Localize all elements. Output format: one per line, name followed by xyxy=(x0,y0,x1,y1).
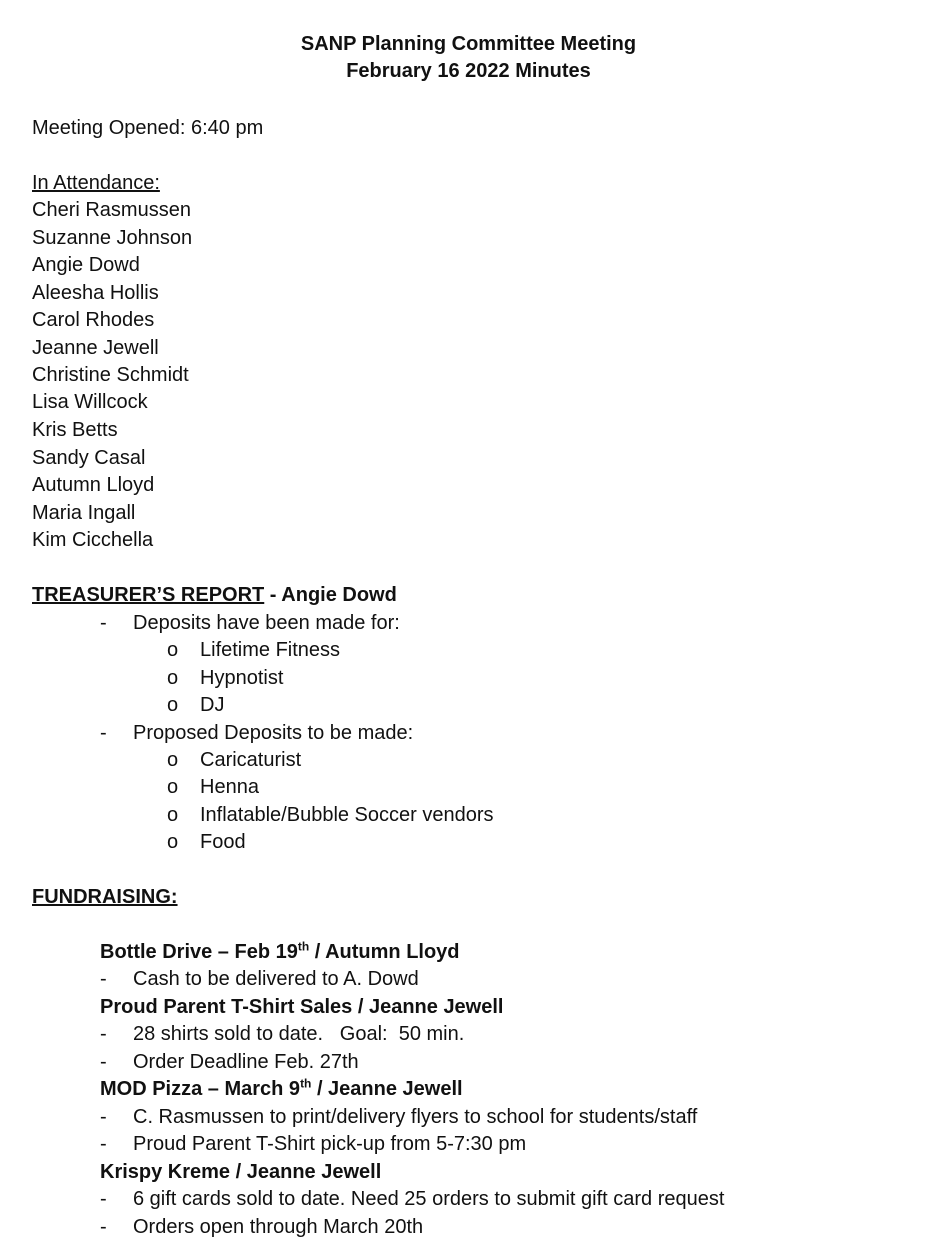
title-text: MOD Pizza – March 9 xyxy=(100,1078,301,1100)
attendee-name: Aleesha Hollis xyxy=(32,282,159,304)
proposed-item: Inflatable/Bubble Soccer vendors xyxy=(200,804,494,826)
title-text: Bottle Drive – Feb 19 xyxy=(100,941,298,963)
deposit-item: Hypnotist xyxy=(200,667,284,689)
attendee-name: Autumn Lloyd xyxy=(32,474,155,496)
attendee-name: Cheri Rasmussen xyxy=(32,199,191,221)
tshirt-sales-title: Proud Parent T-Shirt Sales / Jeanne Jewell xyxy=(100,996,504,1018)
document-subtitle: February 16 2022 Minutes xyxy=(346,60,591,82)
mod-pizza-item: C. Rasmussen to print/delivery flyers to school for students/staff xyxy=(133,1106,698,1128)
dash-bullet: - xyxy=(100,1051,107,1073)
circle-bullet: o xyxy=(167,776,179,798)
attendee-name: Jeanne Jewell xyxy=(32,337,159,359)
treasurer-report-heading xyxy=(32,582,397,609)
circle-bullet: o xyxy=(167,804,179,826)
circle-bullet: o xyxy=(167,694,179,716)
title-text: / Autumn Lloyd xyxy=(309,941,460,963)
treasurer-name: - Angie Dowd xyxy=(264,584,397,606)
dash-bullet: - xyxy=(100,1133,107,1155)
circle-bullet: o xyxy=(167,831,179,853)
attendee-name: Kim Cicchella xyxy=(32,529,154,551)
dash-bullet: - xyxy=(100,722,107,744)
krispy-kreme-title: Krispy Kreme / Jeanne Jewell xyxy=(100,1161,382,1183)
bottle-drive-item: Cash to be delivered to A. Dowd xyxy=(133,968,419,990)
attendee-name: Sandy Casal xyxy=(32,447,146,469)
attendee-name: Christine Schmidt xyxy=(32,364,189,386)
mod-pizza-item: Proud Parent T-Shirt pick-up from 5-7:30 pm xyxy=(133,1133,527,1155)
title-text: / Jeanne Jewell xyxy=(311,1078,463,1100)
meeting-opened: Meeting Opened: 6:40 pm xyxy=(32,117,264,139)
dash-bullet: - xyxy=(100,1188,107,1210)
dash-bullet: - xyxy=(100,968,107,990)
document-title: SANP Planning Committee Meeting xyxy=(300,33,637,55)
circle-bullet: o xyxy=(167,749,179,771)
bottle-drive-title xyxy=(100,939,460,966)
fundraising-heading: FUNDRAISING: xyxy=(32,886,178,908)
proposed-item: Henna xyxy=(200,776,259,798)
attendee-name: Maria Ingall xyxy=(32,502,136,524)
proposed-item: Caricaturist xyxy=(200,749,302,771)
attendee-name: Angie Dowd xyxy=(32,254,140,276)
attendee-name: Kris Betts xyxy=(32,419,118,441)
tshirt-item: Order Deadline Feb. 27th xyxy=(133,1051,359,1073)
deposits-made-label: Deposits have been made for: xyxy=(133,612,400,634)
deposit-item: DJ xyxy=(200,694,225,716)
attendance-heading: In Attendance: xyxy=(32,172,160,194)
superscript: th xyxy=(300,1076,312,1091)
circle-bullet: o xyxy=(167,639,179,661)
dash-bullet: - xyxy=(100,612,107,634)
dash-bullet: - xyxy=(100,1023,107,1045)
mod-pizza-title xyxy=(100,1076,463,1103)
proposed-item: Food xyxy=(200,831,246,853)
proposed-deposits-label: Proposed Deposits to be made: xyxy=(133,722,414,744)
krispy-kreme-item: 6 gift cards sold to date. Need 25 orders to submit gift card request xyxy=(133,1188,725,1210)
deposit-item: Lifetime Fitness xyxy=(200,639,341,661)
attendee-name: Lisa Willcock xyxy=(32,391,148,413)
dash-bullet: - xyxy=(100,1106,107,1128)
superscript: th xyxy=(297,939,310,954)
treasurer-heading-label: TREASURER’S REPORT xyxy=(32,584,265,606)
krispy-kreme-item: Orders open through March 20th xyxy=(133,1216,424,1238)
attendee-name: Carol Rhodes xyxy=(32,309,155,331)
tshirt-item: 28 shirts sold to date. Goal: 50 min. xyxy=(133,1023,465,1045)
attendee-name: Suzanne Johnson xyxy=(32,227,193,249)
circle-bullet: o xyxy=(167,667,179,689)
dash-bullet: - xyxy=(100,1216,107,1238)
